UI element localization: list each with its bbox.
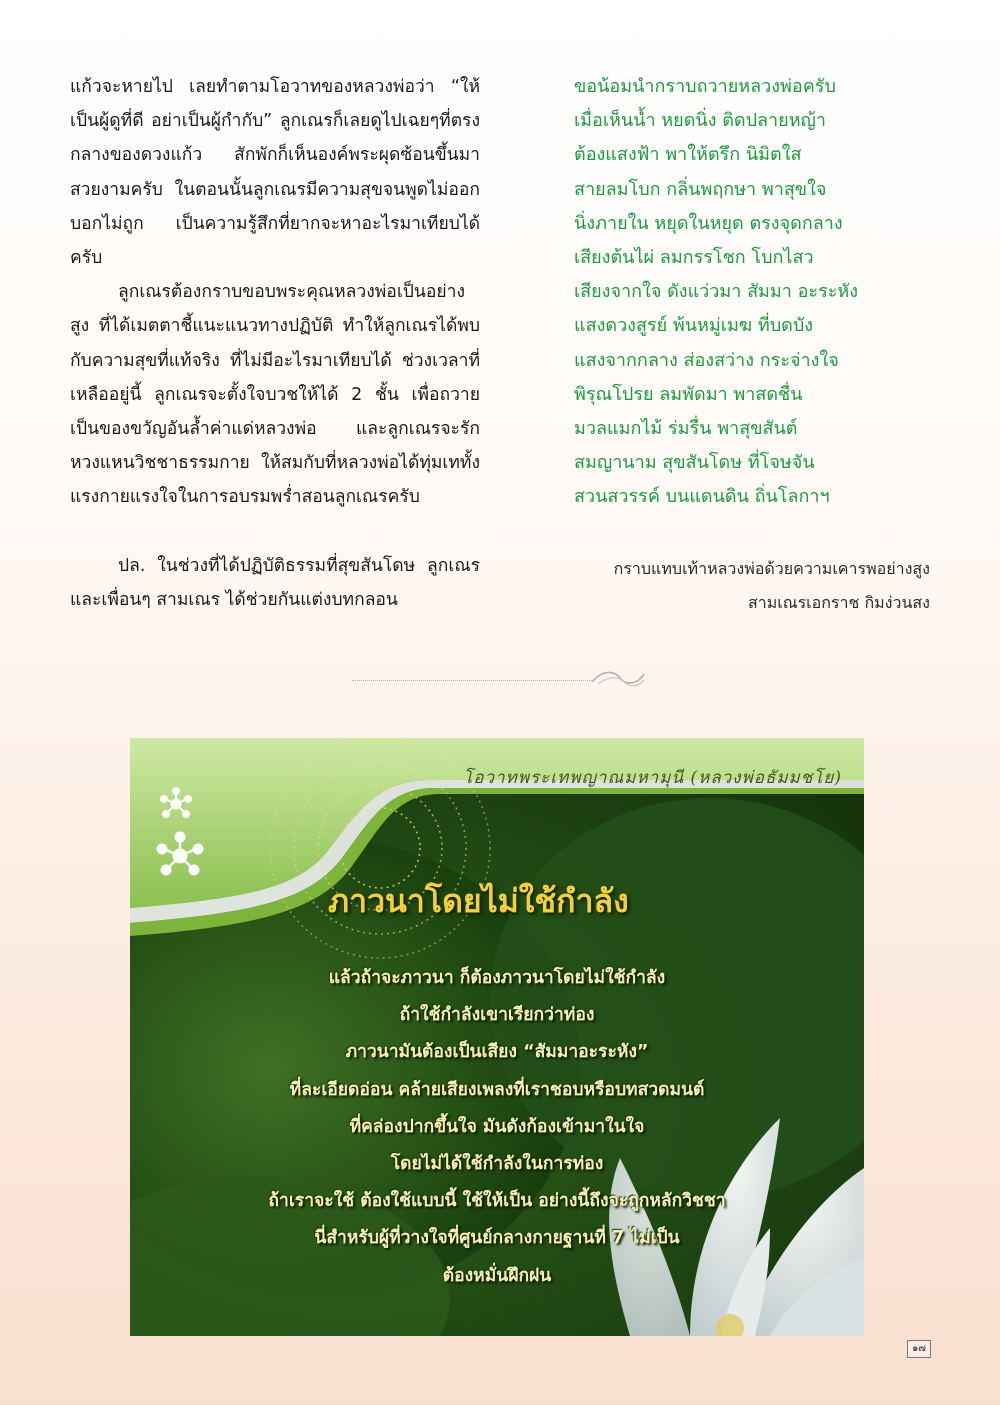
poster-line: แล้วถ้าจะภาวนา ก็ต้องภาวนาโดยไม่ใช้กำลัง	[328, 968, 666, 988]
flourish-ornament-icon	[588, 662, 648, 692]
poster-line: ต้องหมั่นฝึกฝน	[442, 1265, 552, 1286]
poem-line: สมญานาม สุขสันโดษ ที่โจษจัน	[574, 452, 815, 474]
signature	[614, 552, 930, 620]
paragraph-3: ปล. ในช่วงที่ได้ปฏิบัติธรรมที่สุขสันโดษ ลูกเณรและเพื่อนๆ สามเณร ได้ช่วยกันแต่งบทกลอน	[70, 555, 480, 610]
poem-line: มวลแมกไม้ ร่มรื่น พาสุขสันต์	[574, 418, 798, 440]
dotted-divider	[352, 680, 592, 681]
teaching-poster	[130, 738, 864, 1336]
poster-header: โอวาทพระเทพญาณมหามุนี (หลวงพ่อธัมมชโย)	[463, 768, 842, 788]
poster-title: ภาวนาโดยไม่ใช้กำลัง	[328, 882, 629, 920]
signature-line-2: สามเณรเอกราช กิมง่วนสง	[747, 593, 930, 612]
poem-line: ต้องแสงฟ้า พาให้ตรึก นิมิตใส	[574, 144, 802, 166]
poem-line: เสียงต้นไผ่ ลมกรรโชก โบกไสว	[574, 247, 814, 269]
poem-line: เมื่อเห็นน้ำ หยดนิ่ง ติดปลายหญ้า	[574, 110, 826, 132]
poem-line: เสียงจากใจ ดังแว่วมา สัมมา อะระหัง	[574, 281, 859, 303]
page-number: ๑๗	[907, 1340, 931, 1358]
poem-line: สายลมโบก กลิ่นพฤกษา พาสุขใจ	[574, 178, 827, 200]
poem	[574, 70, 934, 515]
poster-line: โดยไม่ได้ใช้กำลังในการท่อง	[390, 1154, 604, 1175]
poem-line: พิรุณโปรย ลมพัดมา พาสดชื่น	[574, 383, 803, 405]
poem-line: ขอน้อมนำกราบถวายหลวงพ่อครับ	[574, 76, 836, 97]
poem-line: แสงดวงสูรย์ พ้นหมู่เมฆ ที่บดบัง	[574, 315, 814, 337]
signature-line-1: กราบแทบเท้าหลวงพ่อด้วยความเคารพอย่างสูง	[613, 559, 930, 578]
left-column	[70, 70, 480, 617]
poster-line: ที่คล่องปากขึ้นใจ มันดังก้องเข้ามาในใจ	[349, 1116, 645, 1137]
poem-line: แสงจากกลาง ส่องสว่าง กระจ่างใจ	[574, 349, 839, 371]
poster-line: ถ้าเราจะใช้ ต้องใช้แบบนี้ ใช้ให้เป็น อย่างนี้ถึงจะถูกหลักวิชชา	[268, 1191, 726, 1212]
poem-line: นิ่งภายใน หยุดในหยุด ตรงจุดกลาง	[574, 212, 843, 234]
poster-line: นี่สำหรับผู้ที่วางใจที่ศูนย์กลางกายฐานที่ 7 ไม่เป็น	[314, 1228, 680, 1249]
poster-body	[140, 960, 854, 1295]
poster-line: ถ้าใช้กำลังเขาเรียกว่าท่อง	[399, 1005, 595, 1026]
poem-line: สวนสวรรค์ บนแดนดิน ถิ่นโลกาฯ	[574, 486, 830, 508]
poster-line: ที่ละเอียดอ่อน คล้ายเสียงเพลงที่เราชอบหรือบทสวดมนต์	[289, 1079, 705, 1100]
paragraph-2: ลูกเณรต้องกราบขอบพระคุณหลวงพ่อเป็นอย่างสูง ที่ได้เมตตาชี้แนะแนวทางปฏิบัติ ทำให้ลูกเณรได้พบกับความสุขที่แท้จริง ที่ไม่มีอะไรมาเทียบได้ ช่วงเวลาที่เหลืออยู่นี้ ลูกเณรจะตั้งใจบวชให้ได้ 2 ชั้น เพื่อถวายเป็นของขวัญอันล้ำค่าแด่หลวงพ่อ และลูกเณรจะรักหวงแหนวิชชาธรรมกาย ให้สมกับที่หลวงพ่อได้ทุ่มเททั้งแรงกายแรงใจในการอบรมพร่ำสอนลูกเณรครับ	[70, 282, 480, 508]
paragraph-1: แก้วจะหายไป เลยทำตามโอวาทของหลวงพ่อว่า “ให้เป็นผู้ดูที่ดี อย่าเป็นผู้กำกับ” ลูกเณรก็เลยดูไปเฉยๆที่ตรงกลางของดวงแก้ว สักพักก็เห็นองค์พระผุดซ้อนขึ้นมาสวยงามครับ ในตอนนั้นลูกเณรมีความสุขจนพูดไม่ออกบอกไม่ถูก เป็นความรู้สึกที่ยากจะหาอะไรมาเทียบได้ครับ	[70, 77, 480, 269]
poster-line: ภาวนามันต้องเป็นเสียง “สัมมาอะระหัง”	[345, 1042, 649, 1063]
